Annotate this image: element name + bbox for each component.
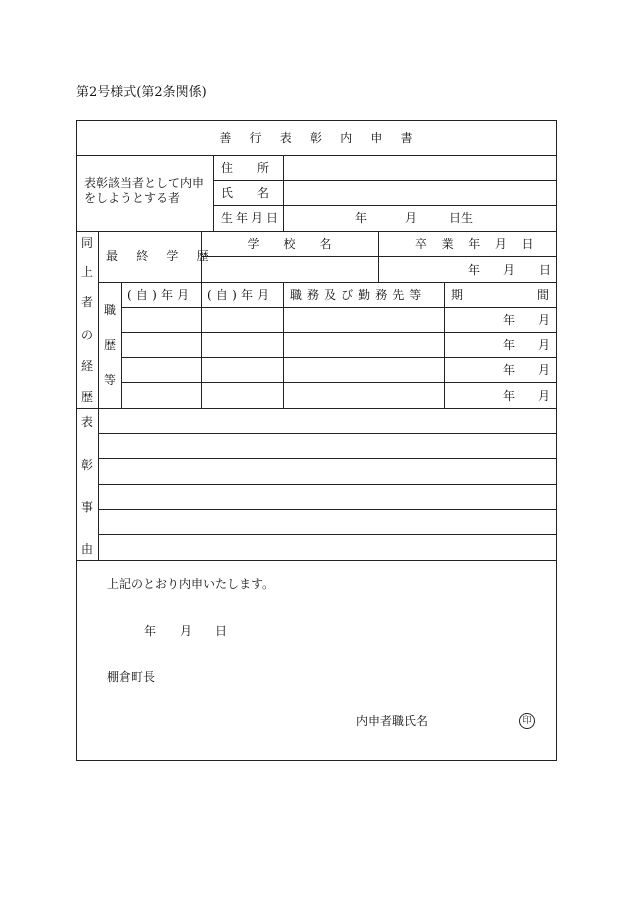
career-duties-field[interactable]: [284, 308, 444, 332]
period-month-unit: 月: [538, 389, 551, 403]
career-to-field[interactable]: [202, 333, 283, 357]
period-header-right: 間: [537, 288, 550, 302]
period-year-unit: 年: [503, 389, 516, 403]
career-period-field[interactable]: [445, 383, 556, 408]
career-row: [122, 358, 556, 382]
from-date-header: (自)年月: [127, 288, 194, 302]
career-row: [122, 308, 556, 332]
address-field[interactable]: [284, 156, 556, 180]
graduation-date-header: 卒 業 年 月 日: [415, 237, 539, 251]
duties-header: 職務及び勤務先等: [290, 288, 427, 302]
birth-date-label: 生年月日: [221, 211, 282, 225]
birth-month-unit: 月: [405, 211, 418, 225]
date-day-unit: 日: [215, 624, 228, 638]
name-label: 氏 名: [221, 186, 270, 200]
career-to-field[interactable]: [202, 358, 283, 382]
form-number: 第2号様式(第2条関係): [76, 85, 207, 100]
career-to-field[interactable]: [202, 308, 283, 332]
period-month-unit: 月: [538, 363, 551, 377]
career-period-field[interactable]: [445, 333, 556, 357]
addressee: 棚倉町長: [107, 670, 156, 684]
career-duties-field[interactable]: [284, 358, 444, 382]
commendation-line[interactable]: [99, 459, 556, 484]
birth-day-unit: 日生: [449, 211, 474, 225]
date-month-unit: 月: [180, 624, 193, 638]
career-from-field[interactable]: [122, 308, 201, 332]
graduation-date-field[interactable]: [379, 257, 556, 282]
address-label: 住 所: [221, 161, 270, 175]
career-from-field[interactable]: [122, 333, 201, 357]
to-date-header: (自)年月: [207, 288, 274, 302]
career-duties-field[interactable]: [284, 383, 444, 408]
career-period-field[interactable]: [445, 308, 556, 332]
commendation-line[interactable]: [99, 409, 556, 433]
period-month-unit: 月: [538, 313, 551, 327]
school-name-header: 学 校 名: [247, 237, 332, 251]
career-to-field[interactable]: [202, 383, 283, 408]
career-from-field[interactable]: [122, 383, 201, 408]
birth-year-unit: 年: [355, 211, 368, 225]
form-title: 善 行 表 彰 内 申 書: [219, 131, 420, 145]
grad-month-unit: 月: [503, 263, 516, 277]
commendation-line[interactable]: [99, 535, 556, 560]
grad-year-unit: 年: [468, 263, 481, 277]
education-label: 最 終 学 歴: [106, 249, 216, 263]
applicant-label: 内申者職氏名: [356, 714, 429, 728]
name-field[interactable]: [284, 181, 556, 205]
commendation-line[interactable]: [99, 485, 556, 509]
career-row: [122, 333, 556, 357]
period-year-unit: 年: [503, 363, 516, 377]
date-year-unit: 年: [144, 624, 157, 638]
career-row: [122, 383, 556, 408]
birth-date-field[interactable]: [284, 206, 556, 231]
career-from-field[interactable]: [122, 358, 201, 382]
submission-date-field[interactable]: [138, 620, 238, 640]
subject-heading: 表彰該当者として内申 をしようとする者: [84, 176, 205, 205]
grad-day-unit: 日: [539, 263, 552, 277]
applicant-name-field[interactable]: [430, 710, 515, 732]
statement-text: 上記のとおり内申いたします。: [107, 577, 275, 591]
career-period-field[interactable]: [445, 358, 556, 382]
period-header-left: 期: [451, 288, 464, 302]
seal-mark: 印: [519, 713, 535, 729]
period-year-unit: 年: [503, 338, 516, 352]
career-duties-field[interactable]: [284, 333, 444, 357]
period-year-unit: 年: [503, 313, 516, 327]
commendation-line[interactable]: [99, 434, 556, 458]
commendation-line[interactable]: [99, 510, 556, 534]
school-name-field[interactable]: [202, 257, 378, 282]
period-month-unit: 月: [538, 338, 551, 352]
